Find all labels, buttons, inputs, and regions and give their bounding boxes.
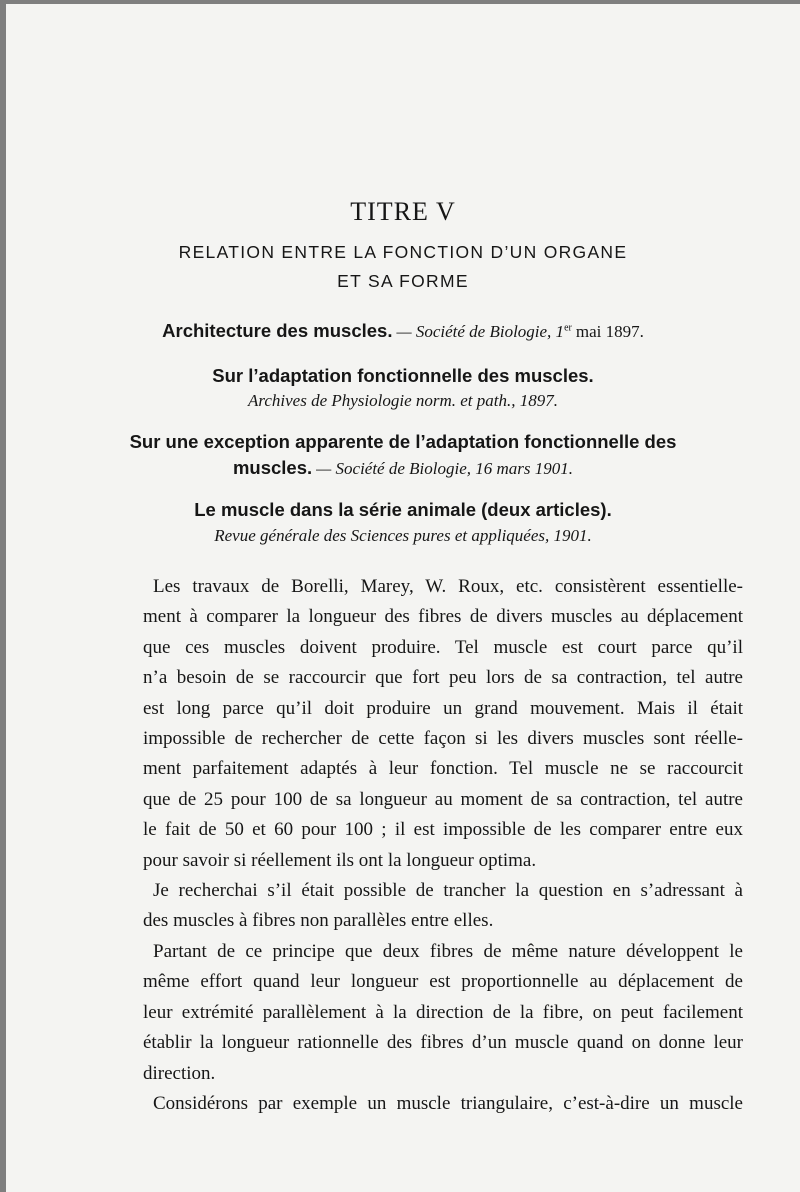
reference-3-title-line-1	[6, 431, 800, 453]
text-line: que ces muscles doivent produire. Tel muscle est court parce qu’il	[143, 636, 743, 658]
text-line: Je recherchai s’il était possible de trancher la question en s’adressant à	[153, 880, 743, 901]
body-paragraph-4	[143, 1089, 743, 1119]
section-heading-line-2: ET SA FORME	[337, 271, 469, 291]
text-line: établir la longueur rationnelle des fibres d’un muscle quand on donne leur	[143, 1032, 743, 1054]
text-line: impossible de rechercher de cette façon si les divers muscles sont réelle-	[143, 728, 743, 750]
reference-1-title: Architecture des muscles.	[162, 320, 393, 341]
reference-2-title-line	[6, 365, 800, 387]
text-line: des muscles à fibres non parallèles entre elles.	[143, 910, 494, 932]
text-line: n’a besoin de se raccourcir que fort peu lors de sa contraction, tel autre	[143, 667, 743, 689]
reference-1-date: mai 1897.	[575, 322, 644, 341]
reference-1	[6, 320, 800, 342]
text-line: pour savoir si réellement ils ont la longueur optima.	[143, 849, 537, 871]
text-line: est long parce qu’il doit produire un grand mouvement. Mais il était	[143, 697, 743, 719]
text-line: Partant de ce principe que deux fibres de même nature développent le	[153, 941, 743, 962]
page-title: TITRE V	[350, 197, 456, 226]
reference-2-source: Archives de Physiologie norm. et path., 1897.	[247, 391, 559, 410]
reference-3-source: — Société de Biologie, 16 mars 1901.	[316, 459, 574, 478]
text-line: le fait de 50 et 60 pour 100 ; il est impossible de les comparer entre eux	[143, 819, 743, 841]
text-line: même effort quand leur longueur est proportionnelle au déplacement de	[143, 971, 743, 993]
text-line: direction.	[143, 1062, 216, 1084]
book-page	[6, 4, 800, 1192]
reference-2-source-line	[6, 391, 800, 411]
text-line: ment parfaitement adaptés à leur fonction. Tel muscle ne se raccourcit	[143, 758, 743, 780]
body-paragraph-2	[143, 876, 743, 937]
text-line: Les travaux de Borelli, Marey, W. Roux, etc. consistèrent essentielle-	[153, 576, 743, 597]
reference-4-title: Le muscle dans la série animale (deux articles).	[194, 499, 612, 520]
reference-3-line-2	[6, 457, 800, 479]
body-paragraph-3	[143, 937, 743, 1089]
text-line: Considérons par exemple un muscle triangulaire, c’est-à-dire un muscle	[153, 1093, 743, 1114]
reference-1-sup: er	[564, 322, 572, 334]
reference-3-title-1: Sur une exception apparente de l’adaptation fonctionnelle des	[129, 431, 677, 452]
reference-4-source-line	[6, 526, 800, 546]
reference-4-source: Revue générale des Sciences pures et appliquées, 1901.	[214, 526, 592, 545]
text-line: que de 25 pour 100 de sa longueur au moment de sa contraction, tel autre	[143, 788, 743, 810]
text-line: ment à comparer la longueur des fibres de divers muscles au déplacement	[143, 606, 743, 628]
reference-4-title-line	[6, 499, 800, 521]
section-heading-line-1: RELATION ENTRE LA FONCTION D’UN ORGANE	[178, 242, 628, 262]
text-line: leur extrémité parallèlement à la direction de la fibre, on peut facilement	[143, 1001, 743, 1023]
reference-3-title-2: muscles.	[232, 457, 313, 478]
body-paragraph-1	[143, 572, 743, 876]
reference-1-source: — Société de Biologie, 1	[396, 322, 565, 341]
reference-2-title: Sur l’adaptation fonctionnelle des muscles.	[212, 365, 594, 386]
